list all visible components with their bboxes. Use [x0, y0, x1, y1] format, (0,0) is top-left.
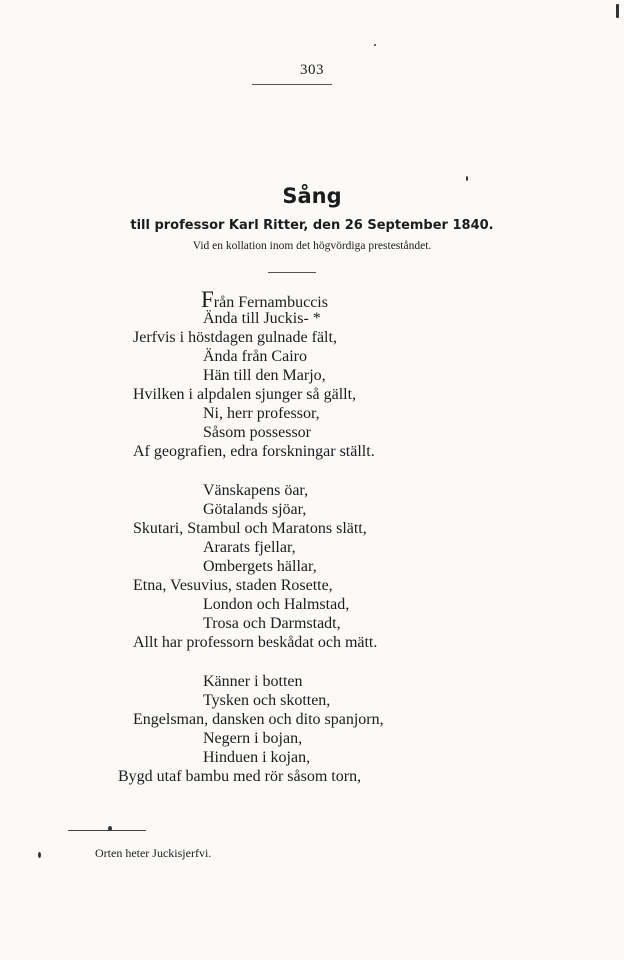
poem-line-text: rån Fernambuccis	[213, 294, 328, 311]
poem-line	[0, 287, 624, 312]
poem-line: Bygd utaf bambu med rör såsom torn,	[118, 768, 362, 785]
drop-cap: F	[201, 287, 214, 312]
stanza-1	[0, 287, 624, 461]
poem-line: Jerfvis i höstdagen gulnade fält,	[133, 329, 337, 346]
footnote: Orten heter Juckisjerfvi.	[95, 846, 212, 860]
stanza-3	[0, 672, 624, 786]
title-rule	[268, 272, 316, 273]
footnote-rule	[68, 830, 146, 831]
poem-line: Tysken och skotten,	[203, 692, 331, 709]
poem-line: Ararats fjellar,	[203, 539, 296, 556]
stanza-2	[0, 481, 624, 652]
ink-speck	[374, 44, 376, 46]
ink-speck	[38, 852, 41, 858]
song-title: Sång	[282, 184, 342, 208]
poem-line: Trosa och Darmstadt,	[203, 615, 341, 632]
poem-line: Såsom possessor	[203, 424, 312, 441]
ink-speck	[616, 4, 619, 18]
page-number: 303	[300, 62, 324, 78]
poem-line: Hinduen i kojan,	[203, 749, 311, 766]
song-subtitle: till professor Karl Ritter, den 26 September 1840.	[130, 218, 494, 233]
poem-line: Ända till Juckis- *	[203, 310, 321, 327]
poem-line: Ni, herr professor,	[203, 405, 320, 422]
poem-line: Ända från Cairo	[203, 348, 307, 365]
ink-speck	[108, 826, 112, 831]
poem-line: Negern i bojan,	[203, 730, 303, 747]
poem	[0, 287, 624, 804]
poem-line: Hän till den Marjo,	[203, 367, 326, 384]
poem-line: Engelsman, dansken och dito spanjorn,	[133, 711, 384, 728]
poem-line: London och Halmstad,	[203, 596, 350, 613]
ink-speck	[466, 176, 468, 181]
poem-line: Skutari, Stambul och Maratons slätt,	[133, 520, 367, 537]
poem-line: Götalands sjöar,	[203, 501, 307, 518]
poem-line: Hvilken i alpdalen sjunger så gällt,	[133, 386, 357, 403]
poem-line: Ombergets hällar,	[203, 558, 317, 575]
poem-line: Allt har professorn beskådat och mätt.	[133, 634, 378, 651]
poem-line: Känner i botten	[203, 673, 303, 690]
song-occasion: Vid en kollation inom det högvördiga presteståndet.	[192, 240, 432, 252]
poem-line: Af geografien, edra forskningar ställt.	[133, 443, 375, 460]
poem-line: Vänskapens öar,	[203, 482, 309, 499]
header-rule	[252, 84, 332, 85]
poem-line: Etna, Vesuvius, staden Rosette,	[133, 577, 333, 594]
